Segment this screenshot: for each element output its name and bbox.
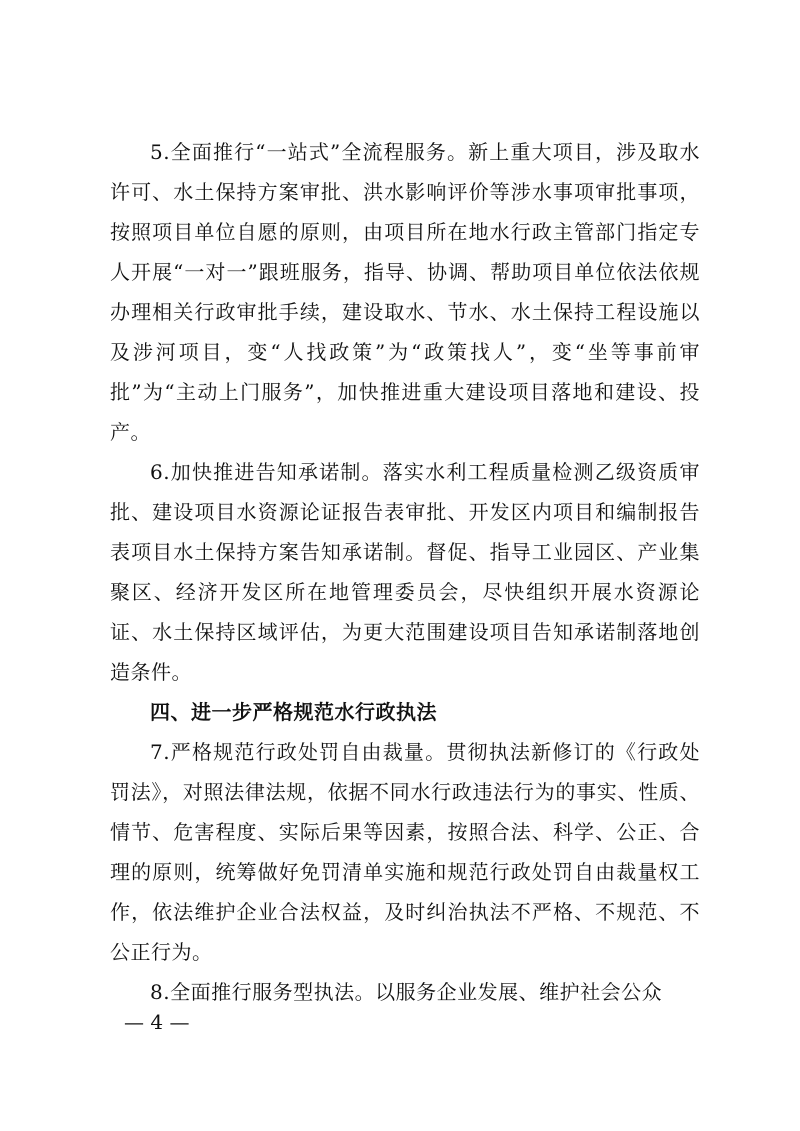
paragraph-service-enforcement: 8.全面推行服务型执法。以服务企业发展、维护社会公众 xyxy=(150,980,663,1004)
section-heading-law-enforcement: 四、进一步严格规范水行政执法 xyxy=(150,700,437,724)
paragraph-notification-commitment: 6.加快推进告知承诺制。落实水利工程质量检测乙级资质审批、建设项目水资源论证报告表审批、开发区内项目和编制报告表项目水土保持方案告知承诺制。督促、指导工业园区、产业集聚区、经济开发区所在地管理委员会，尽快组织开展水资源论证、水土保持区域评估，为更大范围建设项目告知承诺制落地创造条件。 xyxy=(110,460,700,684)
page-number: — 4 — xyxy=(124,1010,190,1034)
paragraph-one-stop-service: 5.全面推行“一站式”全流程服务。新上重大项目，涉及取水许可、水土保持方案审批、洪水影响评价等涉水事项审批事项，按照项目单位自愿的原则，由项目所在地水行政主管部门指定专人开展“一对一”跟班服务，指导、协调、帮助项目单位依法依规办理相关行政审批手续，建设取水、节水、水土保持工程设施以及涉河项目，变“人找政策”为“政策找人”，变“坐等事前审批”为“主动上门服务”，加快推进重大建设项目落地和建设、投产。 xyxy=(110,140,700,444)
document-body xyxy=(110,132,700,1012)
paragraph-penalty-discretion: 7.严格规范行政处罚自由裁量。贯彻执法新修订的《行政处罚法》，对照法律法规，依据不同水行政违法行为的事实、性质、情节、危害程度、实际后果等因素，按照合法、科学、公正、合理的原则，统筹做好免罚清单实施和规范行政处罚自由裁量权工作，依法维护企业合法权益，及时纠治执法不严格、不规范、不公正行为。 xyxy=(110,740,700,964)
